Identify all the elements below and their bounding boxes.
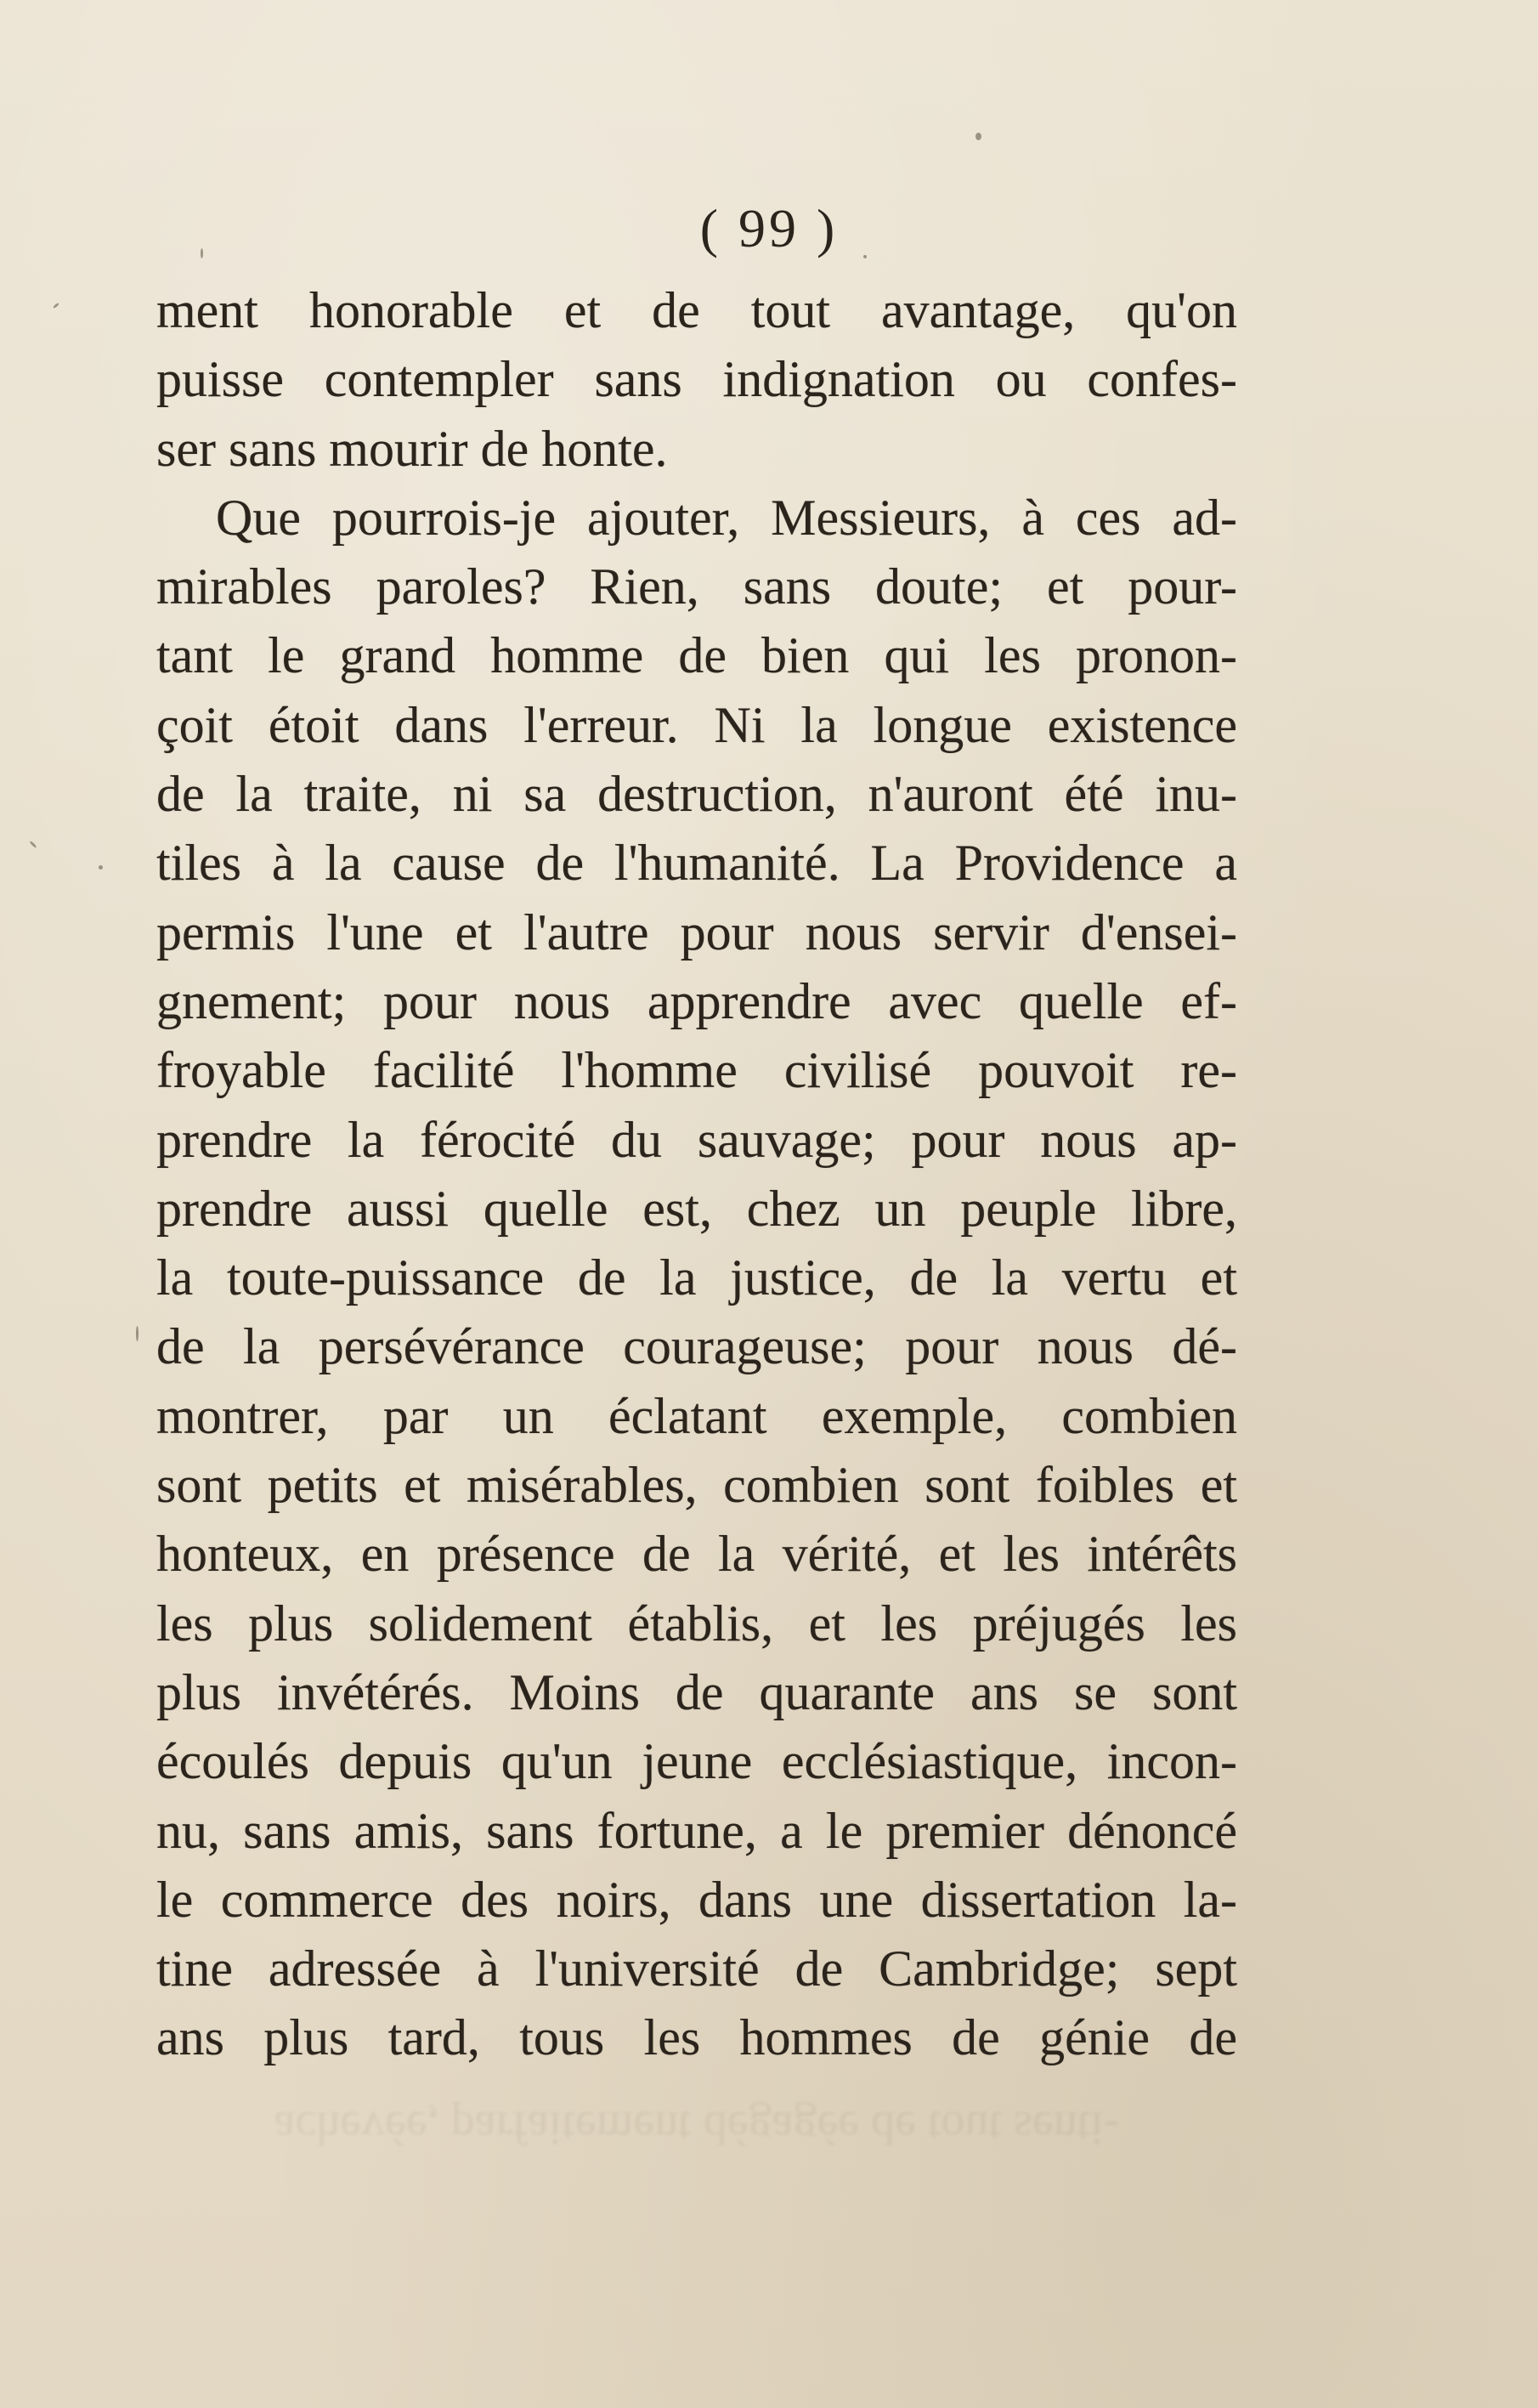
paper-speck	[975, 133, 981, 140]
text-line: écoulés depuis qu'un jeune ecclésiastique, incon-	[156, 1733, 1237, 1790]
text-line: froyable facilité l'homme civilisé pouvoit re-	[156, 1042, 1237, 1099]
body-text	[156, 276, 1237, 2073]
text-line: le commerce des noirs, dans une dissertation la-	[156, 1871, 1237, 1928]
text-line: tine adressée à l'université de Cambridge; sept	[156, 1941, 1237, 1997]
text-line: ser sans mourir de honte.	[156, 420, 668, 477]
paper-speck	[136, 1326, 139, 1341]
text-line: puisse contempler sans indignation ou confes-	[156, 351, 1237, 408]
paper-speck	[53, 303, 59, 309]
paper-speck	[29, 841, 37, 848]
text-line: mirables paroles? Rien, sans doute; et pour-	[156, 558, 1237, 615]
text-line: de la traite, ni sa destruction, n'auront été inu-	[156, 766, 1237, 823]
text-line: tiles à la cause de l'humanité. La Providence a	[156, 835, 1237, 892]
text-line: honteux, en présence de la vérité, et les intérêts	[156, 1526, 1237, 1583]
text-line: de la persévérance courageuse; pour nous dé-	[156, 1318, 1237, 1375]
text-line: prendre la férocité du sauvage; pour nous ap-	[156, 1111, 1237, 1168]
text-line: Que pourrois-je ajouter, Messieurs, à ces ad-	[216, 489, 1237, 546]
text-line: sont petits et misérables, combien sont foibles et	[156, 1457, 1237, 1514]
show-through-text: achevée, parfaitement dégagée de tout senti-	[274, 2101, 1120, 2154]
text-line: montrer, par un éclatant exemple, combien	[156, 1387, 1237, 1444]
text-line: çoit étoit dans l'erreur. Ni la longue existence	[156, 696, 1237, 753]
text-line: tant le grand homme de bien qui les pronon-	[156, 627, 1237, 684]
page-number: ( 99 )	[699, 198, 839, 258]
text-line: la toute-puissance de la justice, de la vertu et	[156, 1249, 1237, 1306]
text-line: les plus solidement établis, et les préjugés les	[156, 1595, 1237, 1652]
text-line: plus invétérés. Moins de quarante ans se sont	[156, 1663, 1237, 1720]
text-line: gnement; pour nous apprendre avec quelle ef-	[156, 972, 1237, 1029]
text-line: ans plus tard, tous les hommes de génie de	[156, 2009, 1237, 2066]
text-line: nu, sans amis, sans fortune, a le premier dénoncé	[156, 1802, 1237, 1859]
text-line: permis l'une et l'autre pour nous servir d'ensei-	[156, 904, 1237, 960]
paper-speck	[99, 865, 103, 870]
text-line: ment honorable et de tout avantage, qu'on	[156, 282, 1237, 338]
text-line: prendre aussi quelle est, chez un peuple libre,	[156, 1180, 1237, 1237]
